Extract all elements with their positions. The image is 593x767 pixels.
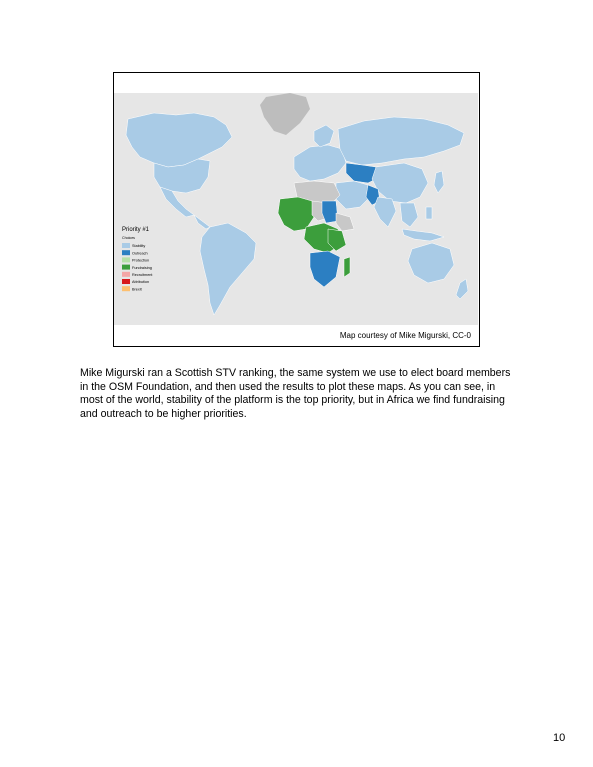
page-number: 10 (553, 732, 566, 744)
legend-label-protection: Protection (132, 258, 150, 263)
slide-frame (113, 72, 480, 347)
legend-label-recruitment: Recruitment (132, 273, 153, 277)
legend-label-fundraising: Fundraising (132, 265, 152, 270)
legend-label-attribution: Attribution (132, 280, 150, 285)
caption-text: Mike Migurski ran a Scottish STV ranking, the same system we use to elect board members in the OSM Foundation, and then used the results to plot these maps. As you can see, in most of the world, stability of the platform is the top priority, but in Africa we find fundraising and outreach to be higher priorities. (80, 367, 511, 421)
legend-subtitle: Choices (122, 236, 135, 240)
legend-swatch-attribution (122, 279, 130, 284)
legend-swatch-outreach (122, 250, 130, 255)
legend-label-outreach: Outreach (132, 251, 148, 256)
map-credit: Map courtesy of Mike Migurski, CC-0 (339, 331, 471, 340)
legend-swatch-fundraising (122, 265, 130, 270)
legend-swatch-stability (122, 243, 130, 248)
world-map (114, 73, 478, 345)
country-philippines (426, 207, 432, 219)
legend-label-stability: Stability (132, 244, 146, 249)
legend-label-brexit: Brexit (132, 287, 142, 292)
legend-swatch-protection (122, 257, 130, 262)
legend-swatch-brexit (122, 286, 130, 291)
legend-swatch-recruitment (122, 272, 130, 277)
legend-title: Priority #1 (122, 227, 150, 233)
